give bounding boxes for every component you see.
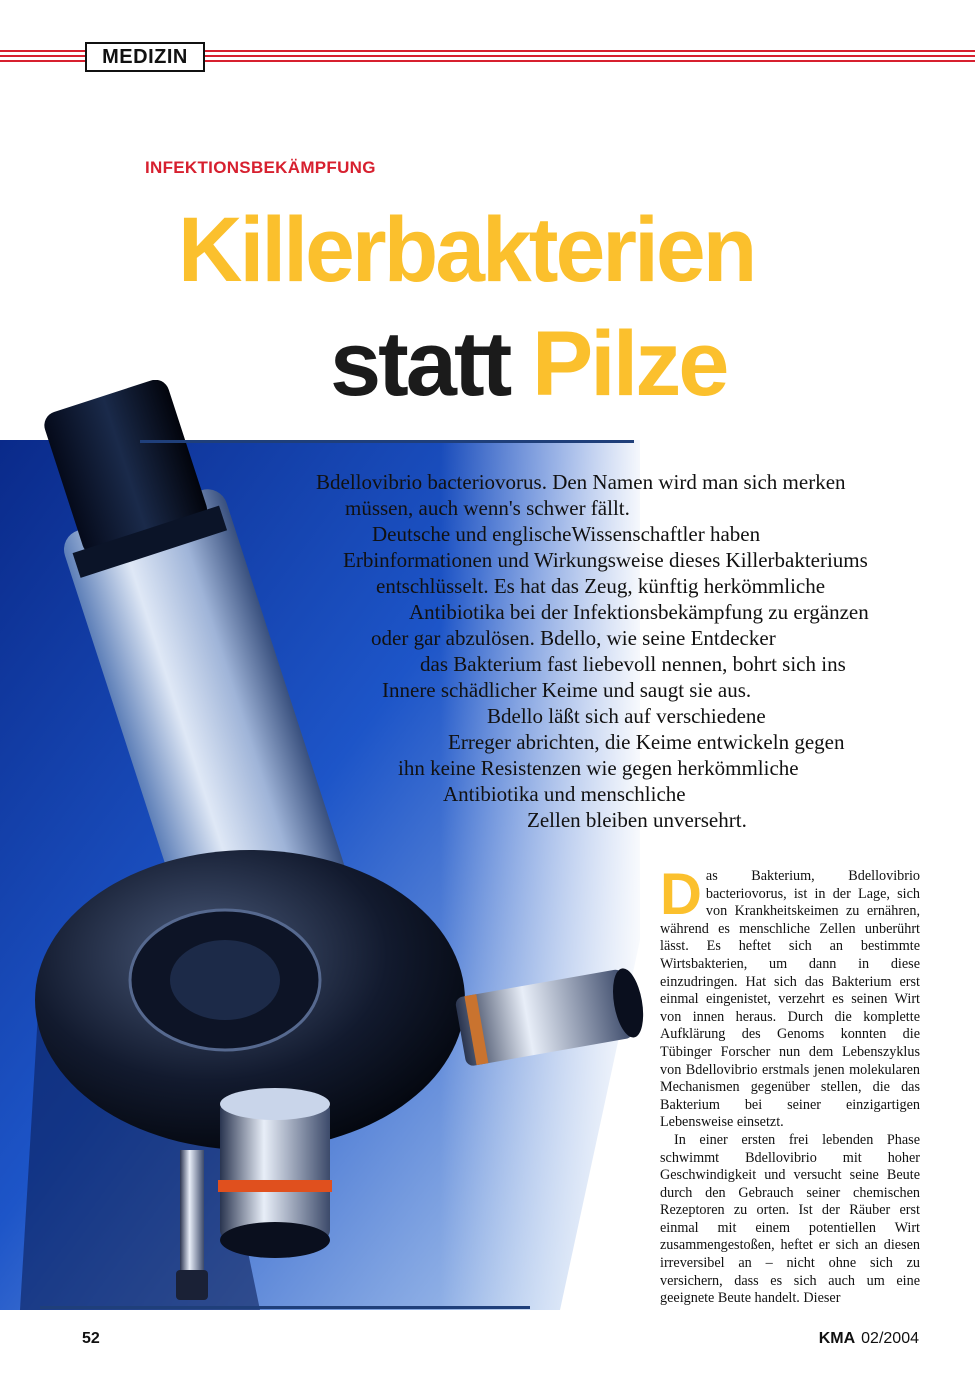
intro-line: Erbinformationen und Wirkungsweise dieses Killerbakteriums (343, 548, 868, 572)
intro-line: Antibiotika bei der Infektionsbekämpfung zu ergänzen (409, 600, 869, 624)
body-paragraph (660, 862, 920, 1132)
intro-line: ihn keine Resistenzen wie gegen herkömmliche (398, 756, 799, 780)
intro-line: Innere schädlicher Keime und saugt sie aus. (382, 678, 752, 702)
intro-line: müssen, auch wenn's schwer fällt. (345, 496, 630, 520)
intro-line: Antibiotika und menschliche (443, 782, 686, 806)
magazine-name: KMA (818, 1330, 856, 1347)
intro-line: Bdello läßt sich auf verschiedene (487, 704, 766, 728)
intro-line: das Bakterium fast liebevoll nennen, bohrt sich ins (420, 652, 846, 676)
article-kicker: INFEKTIONSBEKÄMPFUNG (145, 158, 376, 177)
article-body (660, 862, 920, 1308)
body-paragraph: In einer ersten frei lebenden Phase schwimmt Bdellovibrio mit hoher Geschwindigkeit und versucht seine Beute durch den Gebrauch seiner chemischen Rezeptoren zu orten. Ist der Räuber erst einmal mit einem potentiellen Wirt zusammengestoßen, heftet er sich an diesen irreversibel an – nicht ohne sich zu versichern, dass es sich auch um eine geeignete Beute handelt. Dieser (660, 1131, 920, 1307)
intro-line: Deutsche und englischeWissenschaftler haben (372, 522, 761, 546)
intro-line: oder gar abzulösen. Bdello, wie seine Entdecker (371, 626, 776, 650)
intro-line: Zellen bleiben unversehrt. (527, 808, 747, 832)
headline-word-statt: statt (330, 313, 510, 415)
headline-line-1: Killerbakterien (178, 199, 755, 301)
issue-number: 02/2004 (861, 1330, 919, 1347)
body-paragraph-text: as Bakterium, Bdellovibrio bacteriovorus, ist in der Lage, sich von Krankheitskeimen zu ernähren, während es menschliche Zellen unberührt lässt. Es heftet sich an bestimmte Wirtsbakterien, um dann in diese einzudringen. Hat sich das Bakterium erst einmal eingenistet, verzehrt es seinen Wirt von innen heraus. Durch die komplette Aufklärung des Genoms konnten die Tübinger Forscher nun dem Lebenszyklus von Bdellovibrio erstmals jenen molekularen Mechanismen gegenüber stellen, die das Bakterium bei seiner einzigartigen Lebensweise einsetzt. (660, 868, 920, 1131)
intro-line: entschlüsselt. Es hat das Zeug, künftig herkömmliche (376, 574, 826, 598)
drop-cap: D (660, 862, 702, 927)
intro-line: Bdellovibrio bacteriovorus. Den Namen wird man sich merken (316, 470, 846, 494)
intro-line: Erreger abrichten, die Keime entwickeln gegen (448, 730, 845, 754)
page-number: 52 (82, 1330, 100, 1347)
divider-bottom (40, 1306, 530, 1309)
section-label: MEDIZIN (85, 42, 205, 72)
footer-issue (819, 1330, 919, 1348)
divider-top (140, 440, 634, 443)
headline-word-pilze: Pilze (531, 313, 727, 415)
